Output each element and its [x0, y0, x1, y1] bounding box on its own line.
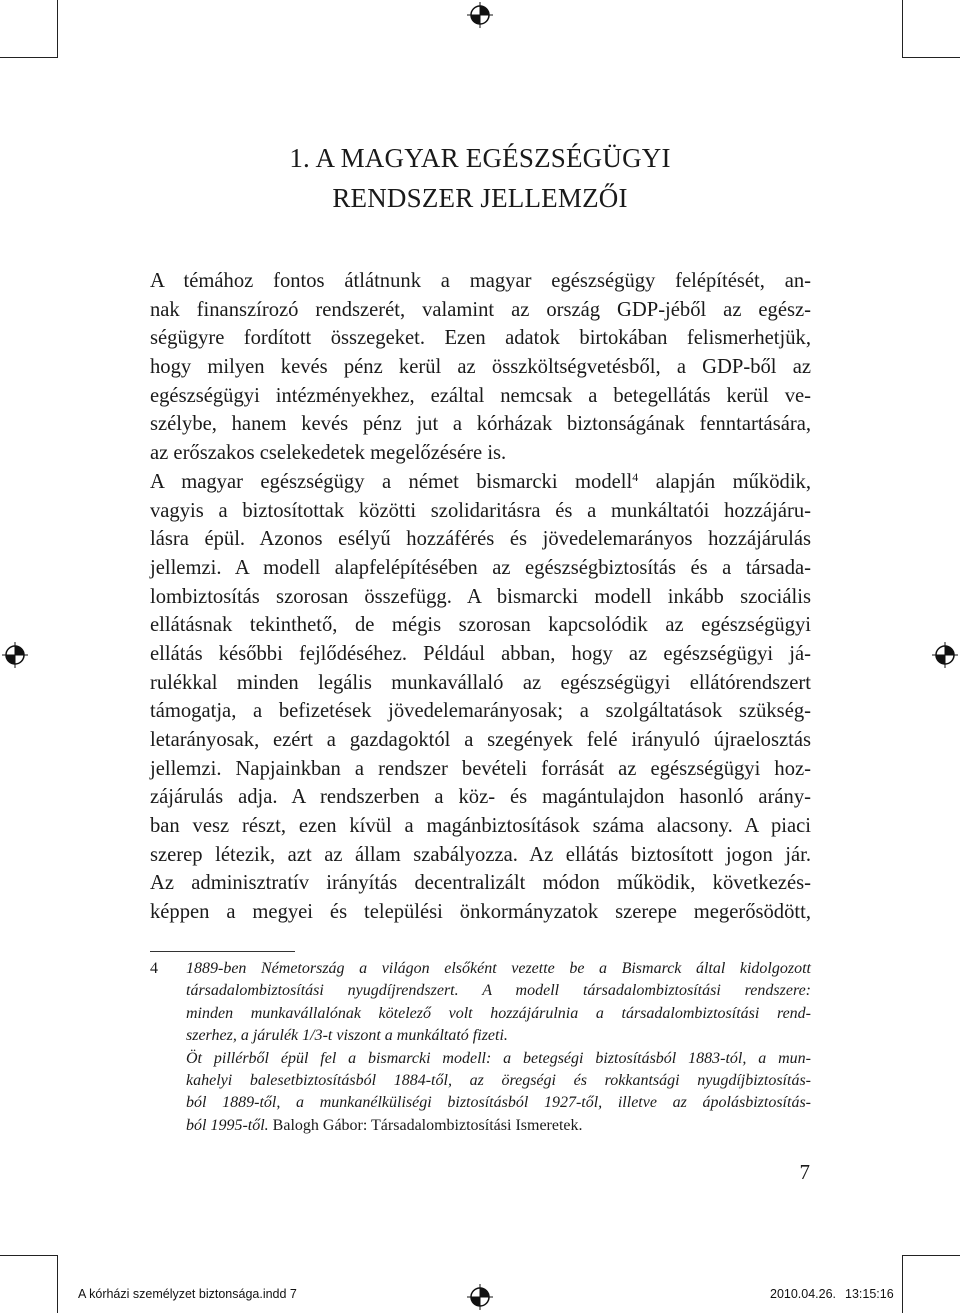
footnote-line: ból 1889-től, a munkanélküliségi biztosításból 1927-től, illetve az ápolásbiztosítás- [186, 1094, 811, 1112]
body-line: A témához fontos átlátnunk a magyar egészségügy felépítését, an- [150, 270, 811, 292]
body-line: hogy milyen kevés pénz kerül az összköltségvetésből, a GDP-ből az [150, 356, 811, 379]
body-text [150, 267, 811, 927]
footnote-body [186, 958, 811, 1137]
footnote-number: 4 [150, 960, 158, 977]
body-line: ban vesz részt, ezen kívül a magánbiztosítások száma alacsony. A piaci [150, 815, 811, 838]
footnote-line [186, 1115, 811, 1137]
body-line: ségügyre fordított összegeket. Ezen adatok birtokában felismerhetjük, [150, 327, 811, 350]
body-line: jellemzi. Napjainkban a rendszer bevételi forrását az egészségügyi hoz- [150, 757, 811, 780]
crop-mark [902, 1255, 903, 1313]
footnote-line: szerhez, a járulék 1/3-t viszont a munkáltató fizeti. [186, 1027, 508, 1045]
slug-date: 2010.04.26. [770, 1287, 837, 1301]
body-line: egészségügyi intézményekhez, ezáltal nemcsak a betegellátás kerül ve- [150, 384, 811, 407]
registration-mark-icon [932, 642, 958, 668]
slug-filename: A kórházi személyzet biztonsága.indd 7 [78, 1287, 297, 1301]
body-line: az erőszakos cselekedetek megelőzésére is. [150, 442, 507, 465]
crop-mark [902, 57, 960, 58]
footnote-citation: Balogh Gábor: Társadalombiztosítási Ismeretek. [268, 1116, 583, 1134]
registration-mark-icon [467, 1284, 493, 1310]
footnote-reference[interactable]: 4 [632, 469, 639, 484]
footnote-text: ból 1995-től. [186, 1116, 269, 1134]
crop-mark [0, 57, 58, 58]
body-line: szélybe, hanem kevés pénz jut a kórházak biztonságának fenntartására, [150, 413, 811, 436]
chapter-title [150, 138, 810, 218]
footnote-separator [150, 951, 295, 952]
body-line: vagyis a biztosítottak közötti szolidaritásra és a munkáltatói hozzájáru- [150, 499, 811, 522]
crop-mark [902, 0, 903, 58]
body-line [150, 468, 811, 497]
chapter-title-line: RENDSZER JELLEMZŐI [332, 183, 628, 213]
body-line: lásra épül. Azonos esélyű hozzáférés és jövedelemarányos hozzájárulás [150, 528, 811, 551]
registration-mark-icon [467, 2, 493, 28]
body-line: nak finanszírozó rendszerét, valamint az ország GDP-jéből az egész- [150, 298, 811, 321]
crop-mark [57, 1255, 58, 1313]
body-line: zájárulás adja. A rendszerben a köz- és magántulajdon hasonló arány- [150, 786, 811, 809]
body-line-text: alapján működik, [655, 470, 811, 493]
body-line-text: A magyar egészségügy a német bismarcki modell [150, 470, 633, 493]
footnote-line: kahelyi balesetbiztosításból 1884-től, az öregségi és rokkantsági nyugdíjbiztosítás- [186, 1071, 811, 1089]
page-number: 7 [799, 1160, 810, 1184]
body-line: ellátásnak tekinthető, de mégis szorosan kapcsolódik az egészségügyi [150, 614, 811, 637]
body-line: rulékkal minden legális munkavállaló az egészségügyi ellátórendszert [150, 671, 811, 694]
footnote-line: társadalombiztosítási nyugdíjrendszert. A modell társadalombiztosítási rendszere: [186, 982, 811, 1000]
footnote-line: 1889-ben Németország a világon elsőként vezette be a Bismarck által kidolgozott [186, 960, 811, 977]
chapter-title-line: 1. A MAGYAR EGÉSZSÉGÜGYI [289, 143, 671, 173]
body-line: lombiztosítás szorosan összefügg. A bismarcki modell inkább szociális [150, 585, 811, 608]
registration-mark-icon [2, 642, 28, 668]
body-line: szerep létezik, azt az állam szabályozza. Az ellátás biztosított jogon jár. [150, 843, 811, 866]
body-line: letarányosak, ezért a gazdagoktól a szegények felé irányuló újraelosztás [150, 729, 811, 751]
body-line: Az adminisztratív irányítás decentralizált módon működik, következés- [150, 872, 811, 895]
footnote-line: minden munkavállalónak kötelező volt hozzájárulnia a társadalombiztosítási rend- [186, 1004, 811, 1022]
crop-mark [57, 0, 58, 58]
body-line: ellátás későbbi fejlődéséhez. Például abban, hogy az egészségügyi já- [150, 642, 811, 665]
footnote-line: Öt pillérből épül fel a bismarcki modell: a betegségi biztosításból 1883-tól, a mun- [186, 1049, 811, 1067]
crop-mark [0, 1255, 58, 1256]
crop-mark [902, 1255, 960, 1256]
body-line: képpen a megyei és települési önkormányzatok szerepe megerősödött, [150, 901, 811, 924]
body-line: támogatja, a befizetések jövedelemarányosak; a szolgáltatások szükség- [150, 700, 811, 723]
body-line: jellemzi. A modell alapfelépítésében az egészségbiztosítás és a társada- [150, 556, 811, 579]
slug-time: 13:15:16 [845, 1287, 894, 1301]
